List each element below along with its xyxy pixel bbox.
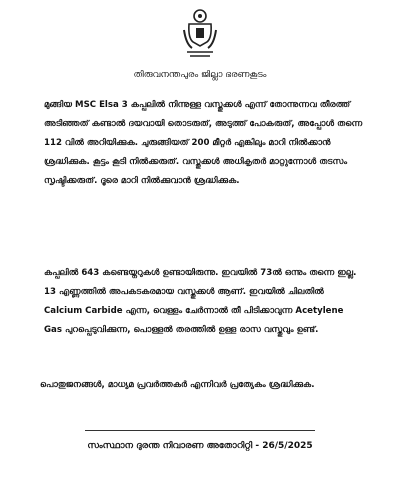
warning-paragraph: മുങ്ങിയ MSC Elsa 3 കപ്പലിൽ നിന്നുള്ള വസ്തുക്കൾ എന്ന് തോന്നുന്നവ തീരത്ത് അടിഞ്ഞത് കണ്ടാൽ ദയവായി തൊടരുത്, അടുത്ത് പോകരുത്, അപ്പോൾ തന്നെ 112 വിൽ അറിയിക്കുക. ചുരുങ്ങിയത് 200 മീറ്റർ എങ്കിലും മാറി നിൽക്കാൻ ശ്രദ്ധിക്കുക. കൂട്ടം കൂടി നിൽക്കരുത്. വസ്തുക്കൾ അധികൃതർ മാറ്റുന്നോൾ തടസം സൃഷ്ടിക്കരുത്. ദൂരെ മാറി നിൽക്കുവാൻ ശ്രദ്ധിക്കുക. <box>44 100 363 186</box>
authority-signature: സംസ്ഥാന ദുരന്ത നിവാരണ അതോറിറ്റി - 26/5/2025 <box>87 441 313 451</box>
issuer-name: തിരുവനന്തപുരം ജില്ലാ ഭരണകൂടം <box>133 70 267 80</box>
kerala-state-emblem-icon <box>180 8 220 60</box>
divider <box>85 430 315 431</box>
container-details-paragraph: കപ്പലിൽ 643 കണ്ടെയ്നറുകൾ ഉണ്ടായിരുന്നു. ഇവയിൽ 73ൽ ഒന്നും തന്നെ ഇല്ല. 13 എണ്ണത്തിൽ അപകടകരമായ വസ്തുക്കൾ ആണ്. ഇവയിൽ ചിലതിൽ Calcium Carbide എന്ന, വെള്ളം ചേർന്നാൽ തീ പിടിക്കാവുന്ന Acetylene Gas പുറപ്പെടുവിക്കുന്ന, പൊള്ളൽ തരത്തിൽ ഉള്ള രാസ വസ്തുവും ഉണ്ട്. <box>44 268 357 335</box>
public-notice-line: പൊതുജനങ്ങൾ, മാധ്യമ പ്രവർത്തകർ എന്നിവർ പ്രത്യേകം ശ്രദ്ധിക്കുക. <box>40 380 315 390</box>
